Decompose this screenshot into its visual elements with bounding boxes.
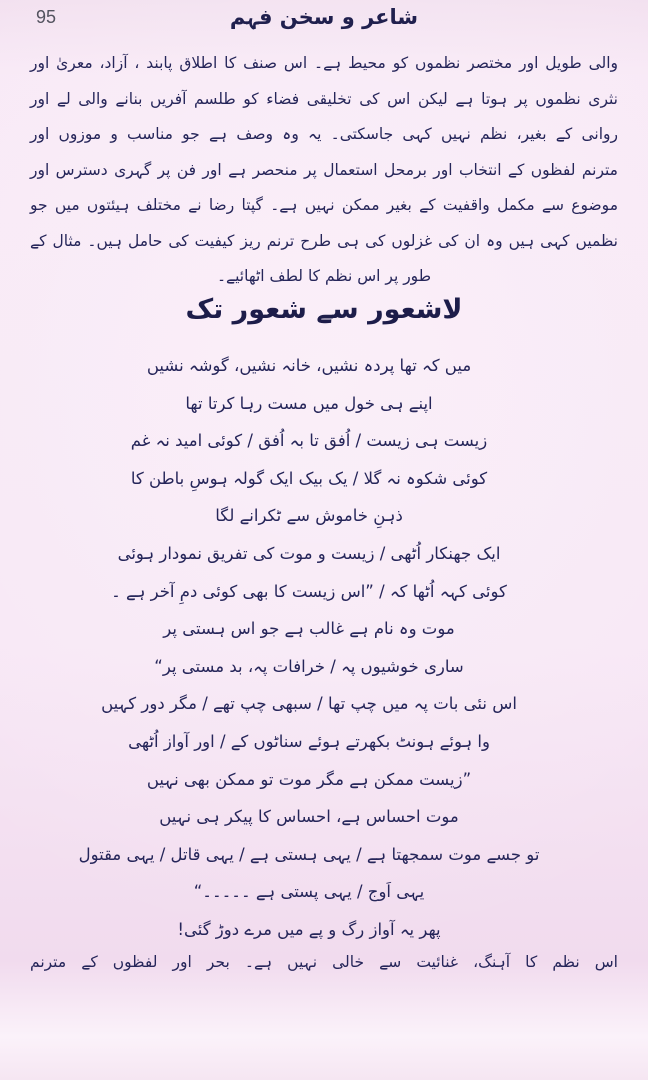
poem-line: موت احساس ہے، احساس کا پیکر ہی نہیں — [159, 807, 459, 827]
closing-paragraph-line: اس نظم کا آہنگ، غنائیت سے خالی نہیں ہے۔ بحر اور لفظوں کے مترنم — [30, 953, 618, 971]
poem-title: لاشعور سے شعور تک — [185, 294, 463, 325]
poem-line: کوئی کہہ اُٹھا کہ / ”اس زیست کا بھی کوئی دمِ آخر ہے ۔ — [111, 581, 507, 601]
paragraph-line: نثری نظموں پر ہوتا ہے لیکن اس کی تخلیقی فضاء کو طلسم آفریں بنانے والی لے اور — [30, 89, 618, 108]
paragraph-line: مترنم لفظوں کے انتخاب اور برمحل استعمال پر منحصر ہے اور فن پر گہری دسترس اور — [30, 160, 618, 179]
page-header-title: شاعر و سخن فہم — [229, 5, 419, 29]
body-paragraph — [30, 46, 618, 295]
paragraph-line: والی طویل اور مختصر نظموں کو محیط ہے۔ اس صنف کا اطلاق پابند ، آزاد، معریٰ اور — [30, 54, 618, 72]
poem-line: یہی اَوج / یہی پستی ہے ۔۔۔۔۔“ — [193, 882, 425, 902]
poem-line: ذہنِ خاموش سے ٹکرانے لگا — [215, 506, 403, 526]
poem-line: ایک جھنکار اُٹھی / زیست و موت کی تفریق نمودار ہوئی — [117, 543, 501, 563]
paragraph-line: نظمیں کہی ہیں وہ ان کی غزلوں کی ہی طرح ترنم ریز کیفیت کی حامل ہیں۔ مثال کے — [30, 231, 618, 250]
page-number: 95 — [36, 7, 57, 27]
closing-paragraph — [30, 944, 618, 980]
poem-line: تو جسے موت سمجھتا ہے / یہی ہستی ہے / یہی قاتل / یہی مقتول — [78, 844, 540, 864]
poem-line: موت وہ نام ہے غالب ہے جو اس ہستی پر — [163, 619, 455, 639]
poem-line: پھر یہ آواز رگ و پے میں مرے دوڑ گئی! — [177, 919, 441, 939]
poem-line: اپنے ہی خول میں مست رہا کرتا تھا — [185, 393, 433, 413]
paragraph-line: روانی کے بغیر، نظم نہیں کہی جاسکتی۔ یہ وہ وصف ہے جو مناسب و موزوں اور — [30, 125, 618, 143]
poem-line: اس نئی بات پہ میں چپ تھا / سبھی چپ تھے / مگر دور کہیں — [101, 694, 517, 714]
poem-line: وا ہوئے ہونٹ بکھرتے ہوئے سناٹوں کے / اور آواز اُٹھی — [128, 731, 490, 751]
paragraph-line: موضوع سے مکمل واقفیت کے بغیر ممکن نہیں ہے۔ گپتا رضا نے مختلف ہیئتوں میں جو — [30, 196, 618, 214]
poem-line: کوئی شکوہ نہ گلا / یک بیک ایک گولہ ہوسِ باطن کا — [130, 468, 488, 488]
poem-line: ”زیست ممکن ہے مگر موت تو ممکن بھی نہیں — [146, 769, 472, 789]
poem-line: زیست ہی زیست / اُفق تا بہ اُفق / کوئی امید نہ غم — [130, 431, 488, 451]
poem-line: میں کہ تھا پردہ نشیں، خانہ نشیں، گوشہ نشیں — [146, 356, 472, 375]
poem-body — [10, 347, 608, 949]
paragraph-last-line: طور پر اس نظم کا لطف اٹھائیے۔ — [216, 267, 432, 285]
poem-line: ساری خوشیوں پہ / خرافات پہ، بد مستی پر“ — [154, 656, 464, 676]
